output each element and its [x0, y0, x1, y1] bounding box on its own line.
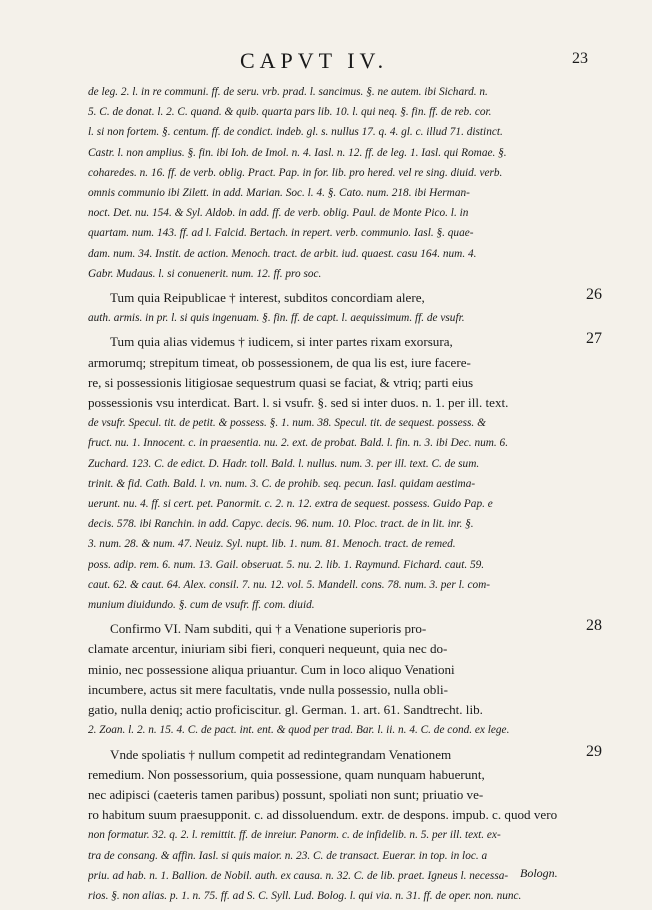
paragraph-p3 [88, 332, 570, 615]
margin-number: 26 [586, 286, 602, 303]
citation-line: trinit. & fid. Cath. Bald. l. vn. num. 3. C. de prohib. seq. pecun. Iasl. quidam aestima- [88, 477, 476, 490]
text-line: Tum quia Reipublicae † interest, subditos concordiam alere, [110, 290, 425, 306]
citation-line: dam. num. 34. Instit. de action. Menoch. tract. de arbit. iud. quaest. casu 164. num. 4. [88, 247, 477, 260]
citation-line: coharedes. n. 16. ff. de verb. oblig. Pract. Pap. in for. lib. pro hered. vel re sing. diuid. verb. [88, 166, 503, 179]
catchword: Bologn. [520, 866, 558, 880]
citation-line: de vsufr. Specul. tit. de petit. & possess. §. 1. num. 38. Specul. tit. de sequest. possess. & [88, 417, 486, 430]
citation-line: munium diuidundo. §. cum de vsufr. ff. com. diuid. [88, 599, 315, 612]
page-number: 23 [572, 50, 588, 67]
citation-line: 5. C. de donat. l. 2. C. quand. & quib. quarta pars lib. 10. l. qui neq. §. fin. ff. de reb. cor. [88, 106, 492, 119]
citation-line: caut. 62. & caut. 64. Alex. consil. 7. nu. 12. vol. 5. Mandell. cons. 78. num. 3. per l. com- [88, 578, 491, 591]
text-line: incumbere, actus sit mere facultatis, vnde nulla possessio, nulla obli- [88, 681, 448, 697]
margin-number: 28 [586, 617, 602, 634]
paragraph-p5 [88, 745, 570, 907]
citation-line: tra de consang. & affin. Iasl. si quis maior. n. 23. C. de transact. Euerar. in top. in loc. a [88, 849, 488, 862]
text-line: clamate arcentur, iniuriam sibi fieri, conqueri nequeunt, quia nec do- [88, 641, 448, 657]
text-line: minio, nec possessione aliqua priuantur. Cum in loco aliquo Venationi [88, 661, 455, 677]
text-line: possessionis vsu interdicat. Bart. l. si vsufr. §. sed si inter duos. n. 1. per ill. text. [88, 395, 509, 411]
paragraph-p1 [88, 82, 570, 284]
citation-line: quartam. num. 143. ff. ad l. Falcid. Bertach. in repert. verb. communio. Iasl. §. quae- [88, 227, 474, 240]
citation-line: 3. num. 28. & num. 47. Neuiz. Syl. nupt. lib. 1. num. 81. Menoch. tract. de remed. [88, 538, 456, 551]
citation-line: auth. armis. in pr. l. si quis ingenuam. §. fin. ff. de capt. l. aequissimum. ff. de vsufr. [88, 312, 465, 325]
citation-line: omnis communio ibi Zilett. in add. Marian. Soc. l. 4. §. Cato. num. 218. ibi Herman- [88, 187, 470, 200]
citation-line: fruct. nu. 1. Innocent. c. in praesentia. nu. 2. ext. de probat. Bald. l. fin. n. 3. ibi Dec. num. 6. [88, 437, 509, 450]
text-block [88, 82, 570, 910]
citation-line: priu. ad hab. n. 1. Ballion. de Nobil. auth. ex causa. n. 32. C. de lib. praet. Igneus l. necessa- [88, 869, 509, 882]
citation-line: decis. 578. ibi Ranchin. in add. Capyc. decis. 96. num. 10. Ploc. tract. de in lit. inr. §. [88, 518, 474, 531]
text-line: gatio, nulla deniq; actio proficiscitur. gl. German. 1. art. 61. Sandtrecht. lib. [88, 702, 483, 718]
citation-line: de leg. 2. l. in re communi. ff. de seru. vrb. prad. l. sancimus. §. ne autem. ibi Sichard. n. [88, 86, 488, 98]
paragraph-p2 [88, 288, 570, 328]
citation-line: Gabr. Mudaus. l. si conuenerit. num. 12. ff. pro soc. [88, 267, 322, 280]
citation-line: non formatur. 32. q. 2. l. remittit. ff. de inreiur. Panorm. c. de infidelib. n. 5. per ill. text. ex- [88, 829, 501, 842]
text-line: Tum quia alias videmus † iudicem, si inter partes rixam exorsura, [110, 334, 453, 350]
text-line: re, si possessionis litigiosae sequestrum quasi se faciat, & vtriq; parti eius [88, 374, 474, 390]
citation-line: Castr. l. non amplius. §. fin. ibi Ioh. de Imol. n. 4. Iasl. n. 12. ff. de leg. 1. Iasl. qui Romae. §. [88, 146, 507, 159]
citation-line: Zuchard. 123. C. de edict. D. Hadr. toll. Bald. l. nullus. num. 3. per ill. text. C. de sum. [88, 457, 480, 470]
chapter-title: CAPVT IV. [240, 48, 389, 73]
text-line: Confirmo VI. Nam subditi, qui † a Venatione superioris pro- [110, 621, 427, 637]
citation-line: rios. §. non alias. p. 1. n. 75. ff. ad S. C. Syll. Lud. Bolog. l. qui via. n. 31. ff. de oper. non. nunc. [88, 889, 522, 902]
margin-number: 27 [586, 330, 602, 347]
citation-line: poss. adip. rem. 6. num. 13. Gail. obseruat. 5. nu. 2. lib. 1. Raymund. Fichard. caut. 59. [88, 558, 485, 571]
paragraph-p4 [88, 619, 570, 740]
running-header [0, 48, 652, 78]
text-line: nec adipisci (caeteris tamen paribus) possunt, spoliati non sunt; priuatio ve- [88, 786, 484, 802]
citation-line: uerunt. nu. 4. ff. si cert. pet. Panormit. c. 2. n. 12. extra de sequest. possess. Guido Pap. e [88, 498, 493, 511]
text-line: Vnde spoliatis † nullum competit ad redintegrandam Venationem [110, 746, 452, 762]
citation-line: 2. Zoan. l. 2. n. 15. 4. C. de pact. int. ent. & quod per trad. Bar. l. ii. n. 4. C. de cond. ex lege. [88, 724, 510, 737]
text-line: armorumq; strepitum timeat, ob possessionem, de qua lis est, iure facere- [88, 354, 471, 370]
citation-line: noct. Det. nu. 154. & Syl. Aldob. in add. ff. de verb. oblig. Paul. de Monte Pico. l. in [88, 207, 469, 220]
text-line: ro habitum suum praesupponit. c. ad dissoluendum. extr. de despons. impub. c. quod vero [88, 807, 558, 823]
citation-line: l. si non fortem. §. centum. ff. de condict. indeb. gl. s. nullus 17. q. 4. gl. c. illud 71. distinct. [88, 126, 503, 139]
margin-number: 29 [586, 743, 602, 760]
text-line: remedium. Non possessorium, quia possessione, quam nunquam habuerunt, [88, 766, 485, 782]
